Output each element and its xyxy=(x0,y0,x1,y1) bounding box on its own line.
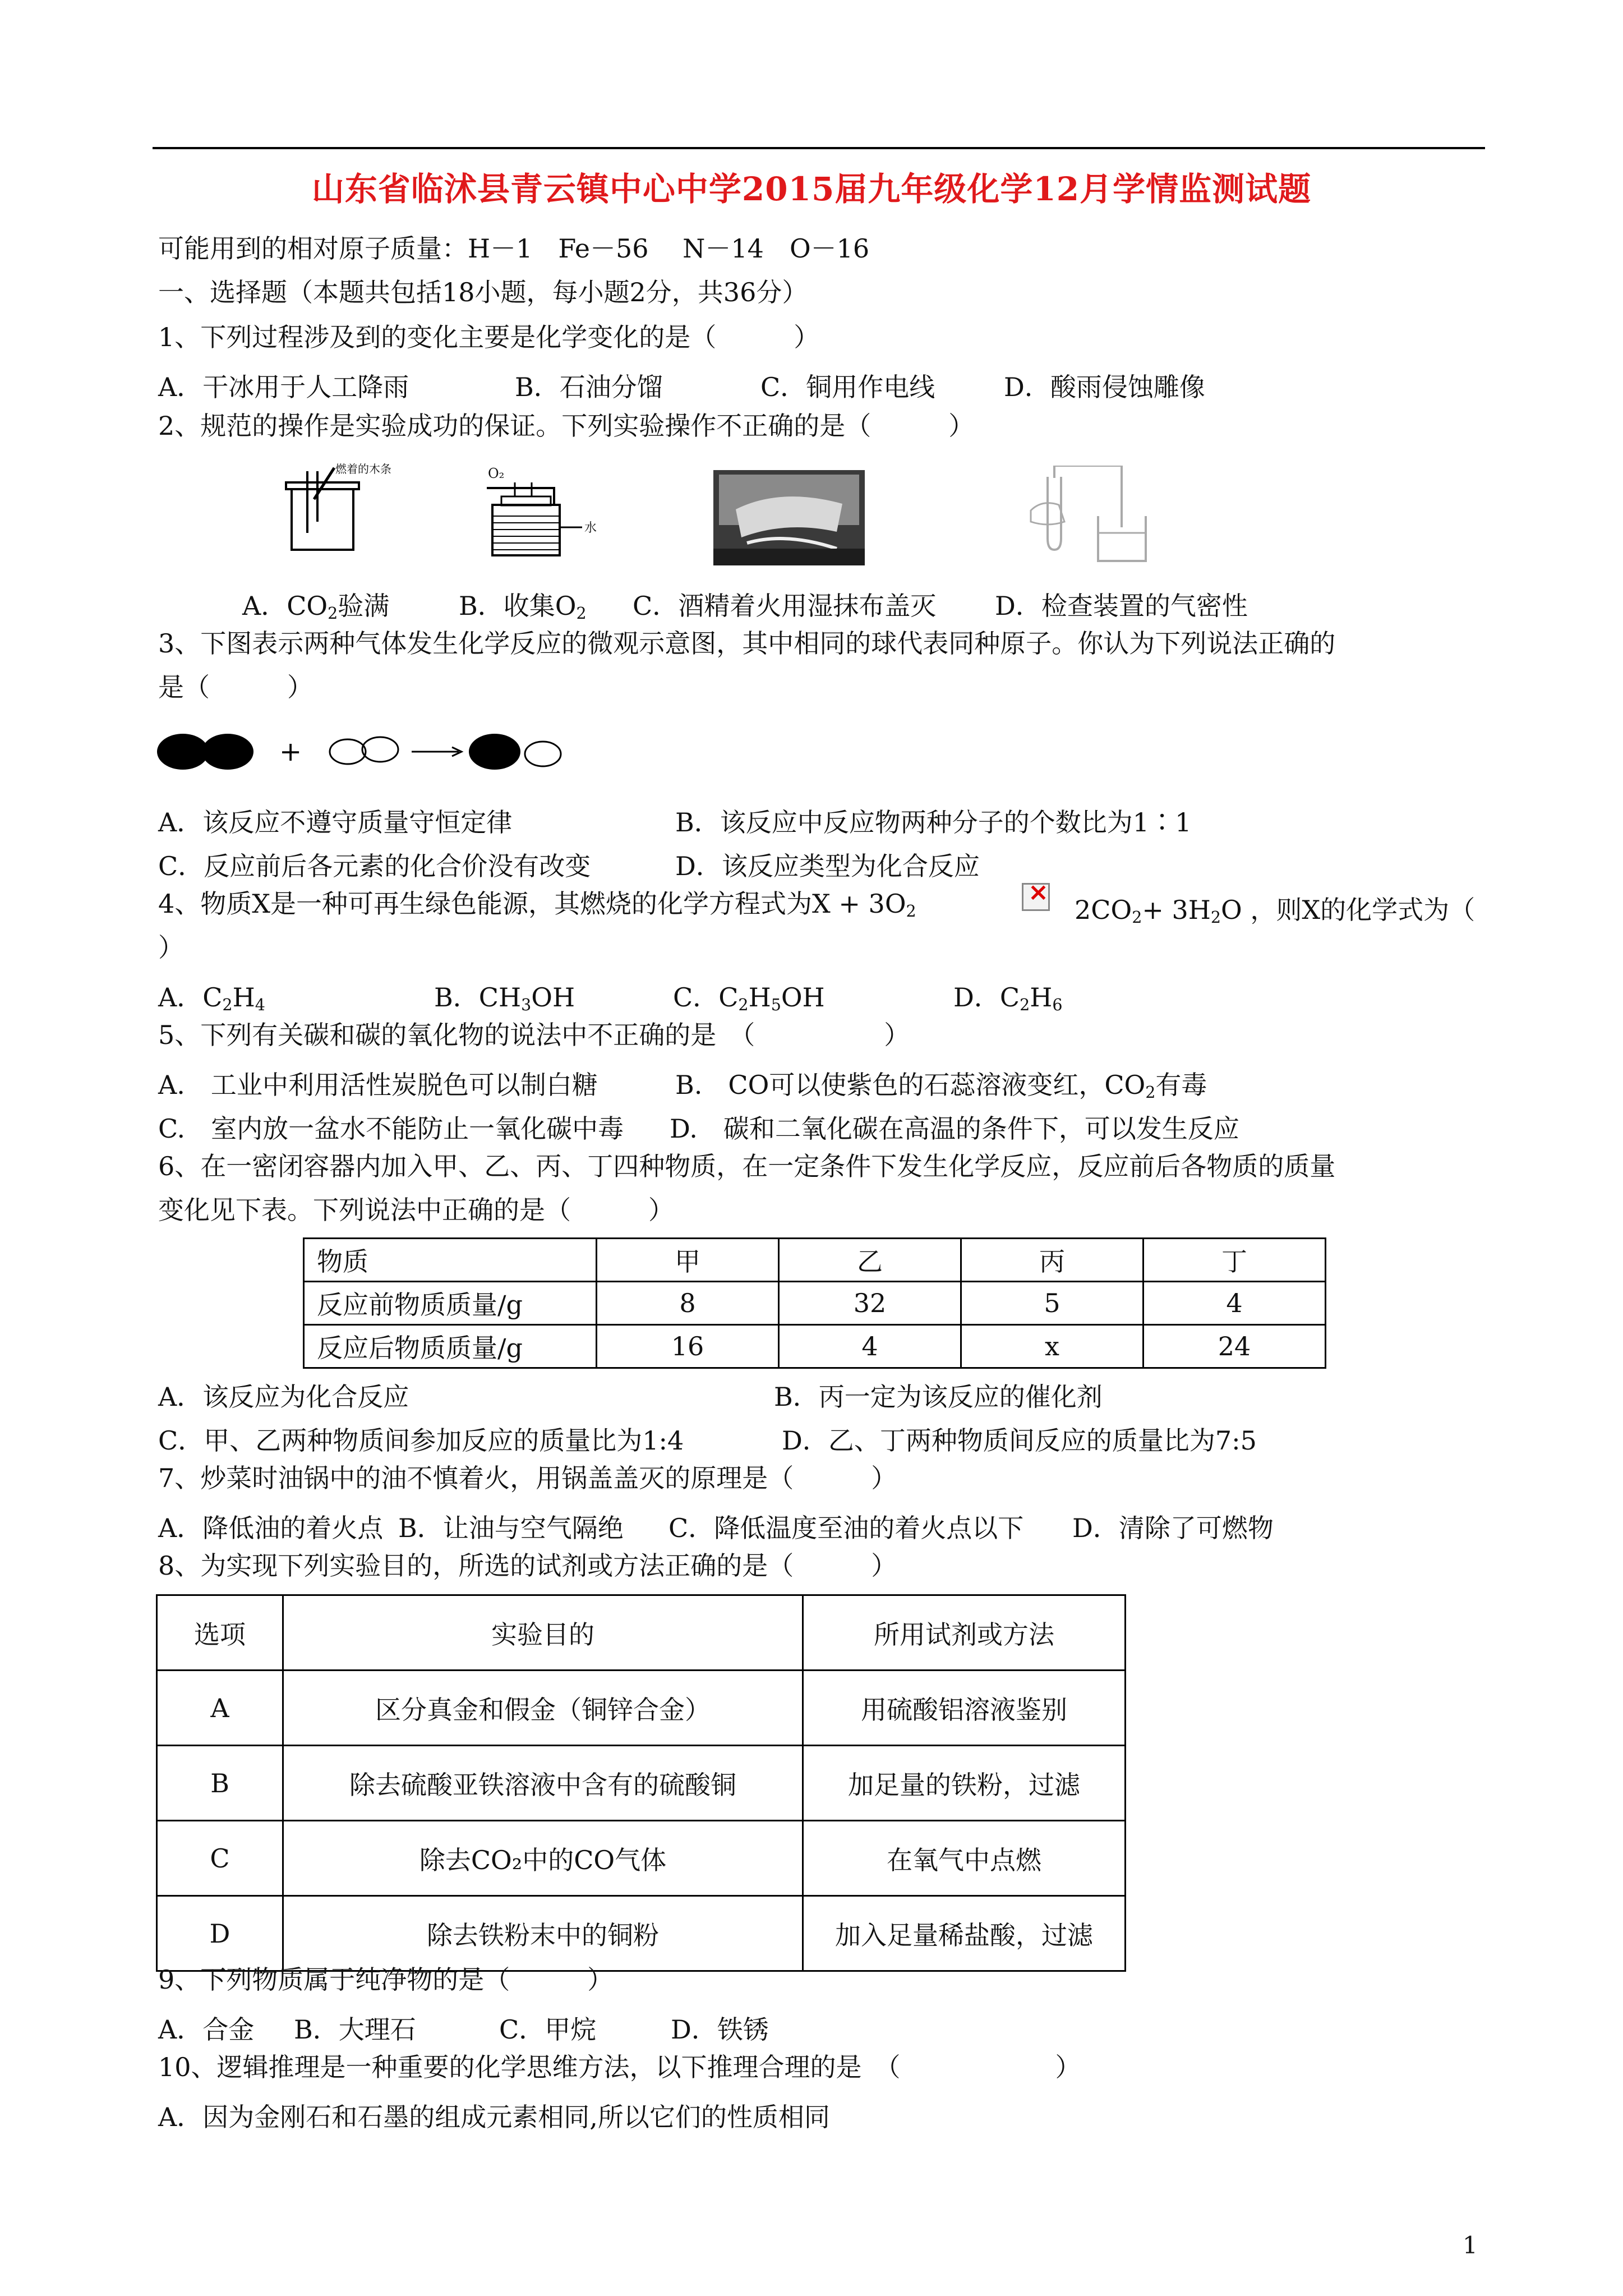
q6-stem-line2: 变化见下表。下列说法中正确的是（ ） xyxy=(158,1195,674,1225)
table-cell: 除去硫酸亚铁溶液中含有的硫酸铜 xyxy=(283,1746,803,1821)
table-cell: 选项 xyxy=(157,1595,283,1671)
header-rule xyxy=(153,147,1485,149)
q4-option-d: D．$C_2H_6$ xyxy=(953,982,1063,1015)
table-cell: 除去铁粉末中的铜粉 xyxy=(283,1896,803,1971)
table-cell: 加入足量稀盐酸，过滤 xyxy=(803,1896,1126,1971)
q3-option-b: B．该反应中反应物两种分子的个数比为1∶1 xyxy=(675,807,1192,838)
q3-stem-line1: 3、下图表示两种气体发生化学反应的微观示意图，其中相同的球代表同种原子。你认为下列说法正确的 xyxy=(158,628,1336,659)
q5-option-d: D. 碳和二氧化碳在高温的条件下，可以发生反应 xyxy=(670,1114,1239,1144)
q7-option-d: D．清除了可燃物 xyxy=(1072,1513,1274,1543)
table-row xyxy=(304,1325,1326,1368)
table-cell: 所用试剂或方法 xyxy=(803,1595,1126,1671)
q4-option-a: A．$C_2H_4$ xyxy=(158,982,265,1015)
page-number: 1 xyxy=(1463,2231,1478,2259)
q1-option-b: B．石油分馏 xyxy=(515,372,663,402)
table-cell: 实验目的 xyxy=(283,1595,803,1671)
q3-option-d: D．该反应类型为化合反应 xyxy=(675,851,980,881)
table-cell: 在氧气中点燃 xyxy=(803,1821,1126,1896)
table-cell: 反应后物质质量/g xyxy=(304,1325,597,1368)
q7-option-b: B．让油与空气隔绝 xyxy=(398,1513,624,1543)
table-cell: 物质 xyxy=(304,1239,597,1282)
q6-option-c: C．甲、乙两种物质间参加反应的质量比为1:4 xyxy=(158,1425,684,1456)
q2-option-c: C．酒精着火用湿抹布盖灭 xyxy=(633,591,937,621)
table-cell: 4 xyxy=(1144,1282,1326,1325)
q3-stem-line2: 是（ ） xyxy=(158,672,313,702)
table-cell: 区分真金和假金（铜锌合金） xyxy=(283,1671,803,1746)
q3-option-c: C．反应前后各元素的化合价没有改变 xyxy=(158,851,591,881)
table-row xyxy=(157,1671,1126,1746)
q2-option-d: D．检查装置的气密性 xyxy=(995,591,1248,621)
q4-stem: 4、物质X是一种可再生绿色能源，其燃烧的化学方程式为$X + 3O_2$ xyxy=(158,889,916,921)
airtightness-check-figure xyxy=(1020,466,1154,567)
q9-option-d: D．铁锈 xyxy=(671,2014,769,2045)
table-header-row xyxy=(157,1595,1126,1671)
table-row xyxy=(157,1821,1126,1896)
q6-option-b: B．丙一定为该反应的催化剂 xyxy=(774,1382,1103,1412)
table-cell: A xyxy=(157,1671,283,1746)
table-cell: D xyxy=(157,1896,283,1971)
q4-stem-line2: ） xyxy=(158,932,184,963)
fig-label-o2: O₂ xyxy=(488,466,505,481)
section-heading: 一、选择题（本题共包括18小题，每小题2分，共36分） xyxy=(158,277,808,307)
fig-label-water: 水 xyxy=(584,521,597,535)
q10-option-a: A．因为金刚石和石墨的组成元素相同,所以它们的性质相同 xyxy=(158,2102,830,2132)
table-cell: 丁 xyxy=(1144,1239,1326,1282)
q2-option-b: B．收集$O_2$ xyxy=(459,591,587,623)
table-cell: 8 xyxy=(597,1282,779,1325)
table-cell: 加足量的铁粉，过滤 xyxy=(803,1746,1126,1821)
q5-stem: 5、下列有关碳和碳的氧化物的说法中不正确的是 （ ） xyxy=(158,1020,910,1050)
q1-option-c: C．铜用作电线 xyxy=(760,372,935,402)
q7-stem: 7、炒菜时油锅中的油不慎着火，用锅盖盖灭的原理是（ ） xyxy=(158,1463,897,1493)
q9-option-c: C．甲烷 xyxy=(499,2014,597,2045)
atomic-mass-line: 可能用到的相对原子质量：H－1 Fe－56 N－14 O－16 xyxy=(158,233,870,264)
q1-option-a: A．干冰用于人工降雨 xyxy=(158,372,409,402)
table-cell: 甲 xyxy=(597,1239,779,1282)
table-cell: C xyxy=(157,1821,283,1896)
mass-change-table xyxy=(303,1237,1326,1369)
q3-option-a: A．该反应不遵守质量守恒定律 xyxy=(158,807,513,838)
o2-collection-figure xyxy=(481,471,605,561)
table-row xyxy=(157,1746,1126,1821)
broken-image-icon xyxy=(1022,883,1050,911)
fig-label-wood: 燃着的木条 xyxy=(335,462,391,476)
q4-equation-tail: $2CO_2+ 3H_2O$ ，则X的化学式为（ xyxy=(1075,895,1476,927)
q5-option-c: C. 室内放一盆水不能防止一氧化碳中毒 xyxy=(158,1114,624,1144)
q5-option-b: B. CO可以使紫色的石蕊溶液变红，$CO_2$有毒 xyxy=(675,1070,1207,1102)
co2-check-figure xyxy=(280,466,370,555)
q1-option-d: D．酸雨侵蚀雕像 xyxy=(1004,372,1205,402)
table-cell: B xyxy=(157,1746,283,1821)
table-header-row xyxy=(304,1239,1326,1282)
molecule-reaction-diagram xyxy=(156,729,582,774)
table-cell: 乙 xyxy=(779,1239,961,1282)
q10-stem: 10、逻辑推理是一种重要的化学思维方法，以下推理合理的是 （ ） xyxy=(158,2052,1081,2082)
wet-cloth-photo xyxy=(713,470,865,565)
q6-stem-line1: 6、在一密闭容器内加入甲、乙、丙、丁四种物质，在一定条件下发生化学反应，反应前后各物质的质量 xyxy=(158,1151,1336,1181)
q6-option-a: A．该反应为化合反应 xyxy=(158,1382,409,1412)
experiment-table xyxy=(156,1594,1126,1972)
table-cell: 反应前物质质量/g xyxy=(304,1282,597,1325)
q6-option-d: D．乙、丁两种物质间反应的质量比为7:5 xyxy=(782,1425,1257,1456)
page-title: 山东省临沭县青云镇中心中学2015届九年级化学12月学情监测试题 xyxy=(311,170,1312,208)
table-cell: 5 xyxy=(961,1282,1144,1325)
table-cell: x xyxy=(961,1325,1144,1368)
q7-option-c: C．降低温度至油的着火点以下 xyxy=(668,1513,1024,1543)
table-cell: 除去CO₂中的CO气体 xyxy=(283,1821,803,1896)
q5-option-a: A. 工业中利用活性炭脱色可以制白糖 xyxy=(158,1070,598,1100)
table-cell: 24 xyxy=(1144,1325,1326,1368)
table-row xyxy=(304,1282,1326,1325)
table-cell: 用硫酸铝溶液鉴别 xyxy=(803,1671,1126,1746)
q2-option-a: A．$CO_2$验满 xyxy=(242,591,390,623)
table-cell: 16 xyxy=(597,1325,779,1368)
q9-stem: 9、下列物质属于纯净物的是（ ） xyxy=(158,1964,614,1995)
table-cell: 32 xyxy=(779,1282,961,1325)
q7-option-a: A．降低油的着火点 xyxy=(158,1513,384,1543)
table-cell: 4 xyxy=(779,1325,961,1368)
table-row xyxy=(157,1896,1126,1971)
q8-stem: 8、为实现下列实验目的，所选的试剂或方法正确的是（ ） xyxy=(158,1550,897,1581)
q4-option-c: C．$C_2H_5OH$ xyxy=(673,982,825,1015)
q9-option-b: B．大理石 xyxy=(294,2014,416,2045)
table-cell: 丙 xyxy=(961,1239,1144,1282)
q1-stem: 1、下列过程涉及到的变化主要是化学变化的是（ ） xyxy=(158,322,820,352)
q9-option-a: A．合金 xyxy=(158,2014,255,2045)
q2-stem: 2、规范的操作是实验成功的保证。下列实验操作不正确的是（ ） xyxy=(158,411,975,441)
q4-option-b: B．$CH_3OH$ xyxy=(434,982,575,1015)
plus-sign: + xyxy=(279,736,302,767)
